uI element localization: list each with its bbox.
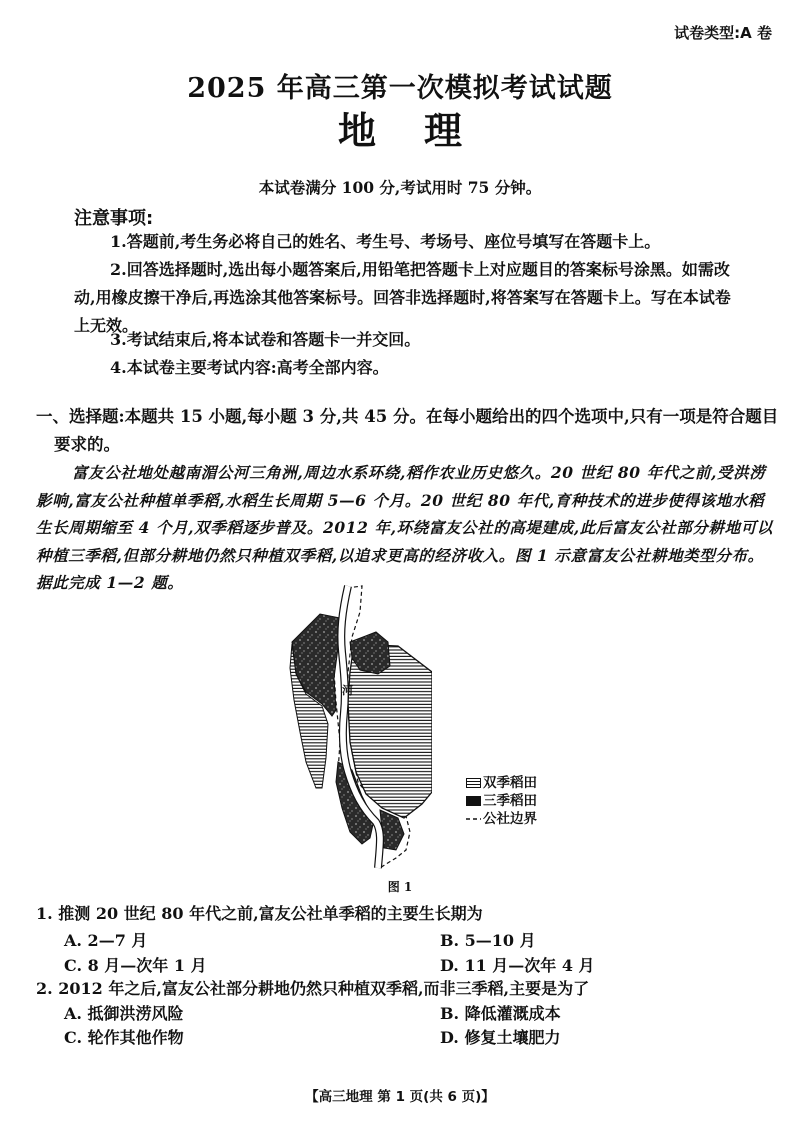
paper-type-label: 试卷类型:A 卷 (674, 24, 772, 42)
notice-item-3: 3.考试结束后,将本试卷和答题卡一并交回。 (110, 330, 421, 349)
notice-item-2: 2.回答选择题时,选出每小题答案后,用铅笔把答题卡上对应题目的答案标号涂黑。如需改动,用橡皮擦干净后,再选涂其他答案标号。回答非选择题时,将答案写在答题卡上。写在本试卷上无效。 (74, 260, 731, 335)
exam-title: 2025 年高三第一次模拟考试试题 (187, 73, 613, 104)
question-2-option-c: C. 轮作其他作物 (64, 1028, 184, 1047)
question-2-option-d: D. 修复土壤肥力 (440, 1028, 561, 1047)
notice-item-4: 4.本试卷主要考试内容:高考全部内容。 (110, 358, 389, 377)
question-2-stem: 2. 2012 年之后,富友公社部分耕地仍然只种植双季稻,而非三季稻,主要是为了 (36, 979, 590, 998)
notice-item-1: 1.答题前,考生务必将自己的姓名、考生号、考场号、座位号填写在答题卡上。 (110, 232, 661, 251)
question-2-option-b: B. 降低灌溉成本 (440, 1004, 561, 1023)
dashed-line-icon (466, 814, 481, 824)
section-heading: 一、选择题:本题共 15 小题,每小题 3 分,共 45 分。在每小题给出的四个选项中,只有一项是符合题目要求的。 (36, 407, 779, 454)
legend-item-double (466, 771, 537, 791)
question-1-option-a: A. 2—7 月 (64, 931, 148, 950)
question-1-stem: 1. 推测 20 世纪 80 年代之前,富友公社单季稻的主要生长期为 (36, 904, 483, 923)
question-1-option-c: C. 8 月—次年 1 月 (64, 956, 207, 975)
subject-title: 地理 (337, 108, 510, 153)
dark-fill-icon (466, 796, 481, 806)
question-1-option-d: D. 11 月—次年 4 月 (440, 956, 595, 975)
figure-caption: 图 1 (387, 880, 413, 894)
notice-heading: 注意事项: (74, 208, 154, 229)
legend-label-double: 双季稻田 (483, 775, 537, 791)
river-label: 河 (342, 684, 353, 697)
legend-item-boundary (466, 807, 537, 827)
legend-label-boundary: 公社边界 (483, 811, 537, 827)
farmland-map (282, 582, 432, 872)
legend-item-triple (466, 789, 537, 809)
material-paragraph: 富友公社地处越南湄公河三角洲,周边水系环绕,稻作农业历史悠久。20 世纪 80 年代之前,受洪涝影响,富友公社种植单季稻,水稻生长周期 5—6 个月。20 世纪 80 年代,育种技术的进步使得该地水稻生长周期缩至 4 个月,双季稻逐步普及。2012 年,环绕富友公社的高堤建成,此后富友公社部分耕地可以种植三季稻,但部分耕地仍然只种植双季稻,以追求更高的经济收入。图 1 示意富友公社耕地类型分布。据此完成 1—2 题。 (36, 463, 773, 592)
question-1-option-b: B. 5—10 月 (440, 931, 536, 950)
question-2-option-a: A. 抵御洪涝风险 (64, 1004, 184, 1023)
horizontal-hatch-icon (466, 778, 481, 788)
page-footer: 【高三地理 第 1 页(共 6 页)】 (305, 1089, 495, 1105)
legend-label-triple: 三季稻田 (483, 793, 537, 809)
score-time-line: 本试卷满分 100 分,考试用时 75 分钟。 (258, 178, 542, 197)
